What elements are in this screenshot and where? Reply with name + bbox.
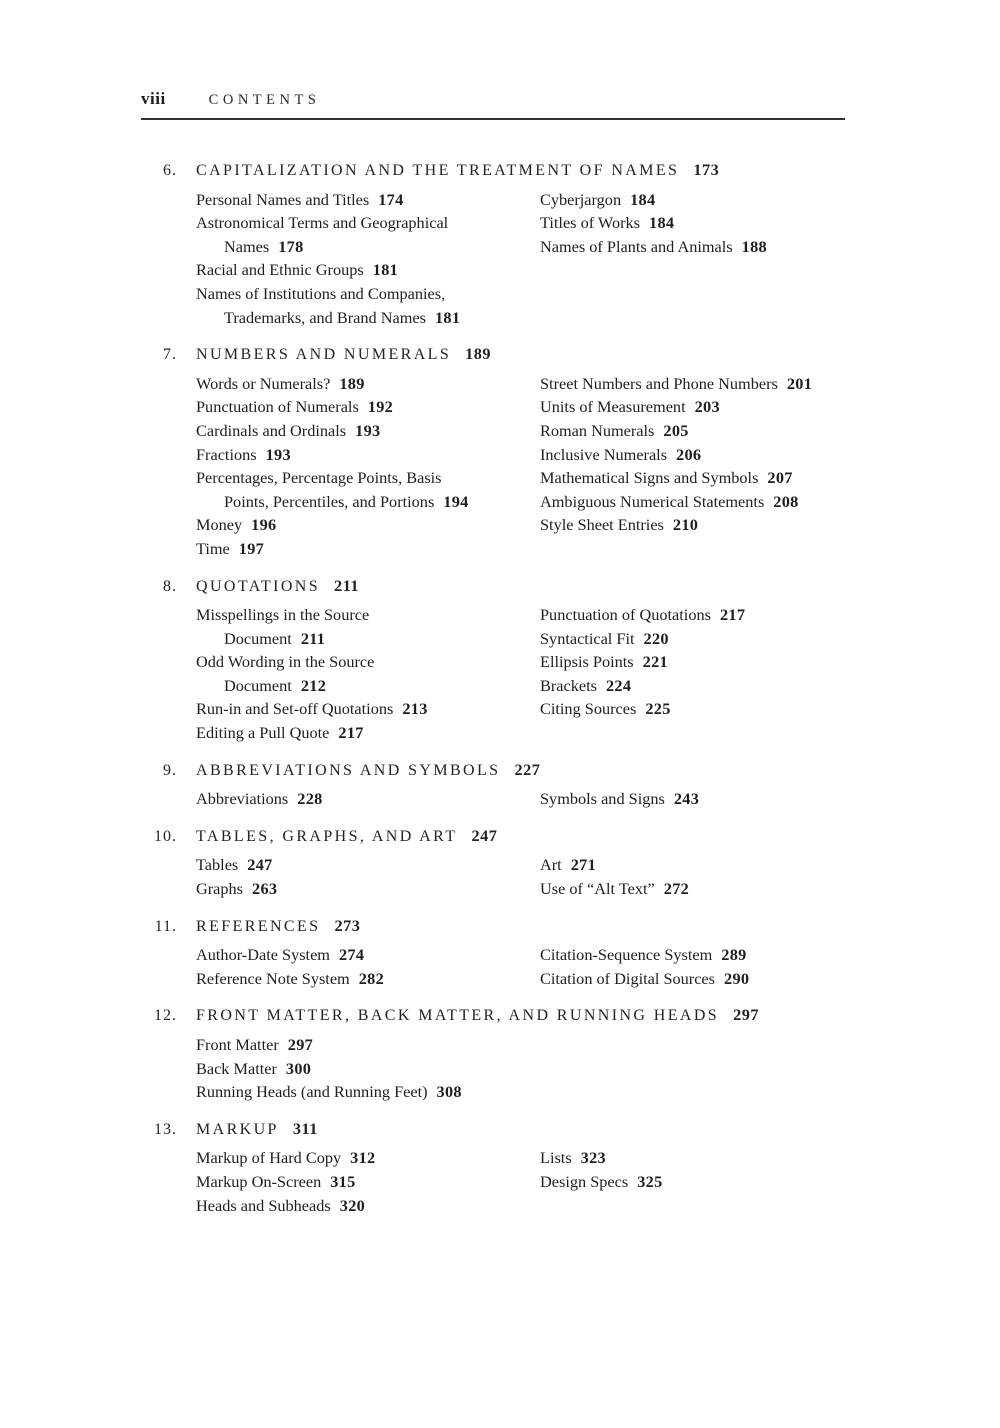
toc-entry <box>196 627 540 651</box>
toc-entry <box>196 419 540 443</box>
toc-section <box>141 824 847 901</box>
toc-entry-label: Trademarks, and Brand Names <box>224 307 426 327</box>
toc-entry-page: 189 <box>339 373 365 393</box>
toc-entry-page: 282 <box>358 968 385 988</box>
toc-column-left <box>196 943 540 990</box>
toc-entry-page: 290 <box>724 968 750 988</box>
toc-entry-page: 193 <box>265 444 291 464</box>
toc-entry-page: 320 <box>339 1195 366 1215</box>
toc-entry <box>540 674 847 698</box>
toc-entry-page: 210 <box>672 515 699 535</box>
toc-entry <box>196 1057 540 1081</box>
toc-entry-label: Names of Institutions and Companies, <box>196 283 446 303</box>
toc-columns <box>196 853 847 900</box>
toc-entry <box>540 627 847 651</box>
toc-section <box>141 1003 847 1103</box>
toc-entry <box>196 721 540 745</box>
toc-entry <box>196 443 540 467</box>
toc-entry-label: Graphs <box>196 879 244 899</box>
toc-entry <box>540 235 847 259</box>
section-page-number: 273 <box>334 915 361 935</box>
toc-entry-page: 221 <box>642 652 668 672</box>
toc-entry-page: 178 <box>278 236 304 256</box>
section-title: FRONT MATTER, BACK MATTER, AND RUNNING HEADS <box>196 1007 720 1025</box>
toc-entry-label: Names <box>224 236 270 256</box>
toc-entry-label: Odd Wording in the Source <box>196 652 375 672</box>
toc-entry <box>540 395 847 419</box>
toc-entry <box>196 372 540 396</box>
toc-entry-label: Punctuation of Quotations <box>540 605 711 625</box>
toc-entry-label: Roman Numerals <box>540 420 655 440</box>
toc-entry-label: Front Matter <box>196 1035 279 1054</box>
toc-entry-label: Astronomical Terms and Geographical <box>196 213 449 233</box>
toc-entry <box>540 853 847 877</box>
toc-entry <box>196 650 540 674</box>
toc-column-right <box>540 943 847 990</box>
toc-entry-page: 203 <box>694 397 720 417</box>
folio-page-number: viii <box>141 89 166 108</box>
toc-entry <box>196 787 540 811</box>
toc-column-right <box>540 1146 847 1217</box>
page-header <box>141 89 845 120</box>
toc-entry-label: Punctuation of Numerals <box>196 397 359 417</box>
section-page-number: 227 <box>514 759 541 779</box>
toc-entry-label: Street Numbers and Phone Numbers <box>540 373 778 393</box>
section-number: 6. <box>163 162 177 179</box>
toc-entry <box>196 1194 540 1218</box>
toc-entry-page: 243 <box>673 789 700 809</box>
toc-entry <box>196 282 540 306</box>
toc-entry <box>540 188 847 212</box>
section-title: ABBREVIATIONS AND SYMBOLS <box>196 761 501 779</box>
toc-entry-label: Symbols and Signs <box>540 789 665 809</box>
toc-entry-label: Names of Plants and Animals <box>540 236 733 256</box>
toc-entry <box>196 674 540 698</box>
toc-entry-label: Design Specs <box>540 1171 629 1191</box>
toc-entry <box>540 650 847 674</box>
section-number: 13. <box>154 1120 177 1138</box>
toc <box>141 158 847 1217</box>
toc-entry <box>196 697 540 721</box>
toc-entry <box>196 490 540 514</box>
toc-columns <box>196 943 847 990</box>
toc-entry-label: Cardinals and Ordinals <box>196 420 347 440</box>
toc-entry-label: Art <box>540 855 562 875</box>
section-heading <box>141 914 847 939</box>
toc-entry-label: Citation of Digital Sources <box>540 968 715 988</box>
toc-entry-label: Author-Date System <box>196 945 330 965</box>
toc-entry <box>196 235 540 259</box>
toc-entry <box>540 1170 847 1194</box>
section-heading <box>141 1117 847 1142</box>
toc-entry-label: Syntactical Fit <box>540 628 635 648</box>
toc-column-right <box>540 853 847 900</box>
toc-entry-page: 217 <box>719 605 746 625</box>
toc-entry-label: Ellipsis Points <box>540 652 634 672</box>
toc-entry <box>540 943 847 967</box>
toc-entry-label: Time <box>196 538 230 558</box>
toc-entry <box>196 1170 540 1194</box>
toc-entry-label: Cyberjargon <box>540 189 622 209</box>
toc-entry-label: Personal Names and Titles <box>196 189 370 209</box>
toc-entry-label: Mathematical Signs and Symbols <box>540 468 759 488</box>
toc-entry-label: Inclusive Numerals <box>540 444 668 464</box>
toc-entry-label: Heads and Subheads <box>196 1195 331 1215</box>
toc-section <box>141 158 847 329</box>
toc-section <box>141 342 847 560</box>
toc-entry-page: 228 <box>297 789 323 809</box>
toc-entry-page: 289 <box>721 945 747 965</box>
toc-entry-page: 297 <box>287 1035 314 1054</box>
toc-entry-label: Document <box>224 675 292 695</box>
toc-entry <box>540 466 847 490</box>
section-number: 11. <box>154 917 177 935</box>
toc-entry <box>196 1080 540 1104</box>
toc-entry <box>196 1033 540 1057</box>
toc-entry <box>540 697 847 721</box>
toc-entry-page: 212 <box>300 675 327 695</box>
toc-entry-page: 271 <box>570 855 597 875</box>
toc-entry-label: Racial and Ethnic Groups <box>196 260 364 280</box>
toc-entry-label: Back Matter <box>196 1058 277 1078</box>
toc-entry-label: Words or Numerals? <box>196 373 331 393</box>
section-title: TABLES, GRAPHS, AND ART <box>196 827 458 845</box>
toc-entry-label: Run-in and Set-off Quotations <box>196 699 394 719</box>
toc-entry <box>540 490 847 514</box>
section-heading <box>141 342 847 367</box>
toc-entry-page: 201 <box>786 373 813 393</box>
section-title: CAPITALIZATION AND THE TREATMENT OF NAMES <box>196 162 680 179</box>
toc-column-left <box>196 853 540 900</box>
toc-entry-page: 220 <box>643 628 669 648</box>
toc-entry-page: 193 <box>355 420 381 440</box>
toc-section <box>141 914 847 991</box>
toc-entry <box>196 306 540 330</box>
toc-entry-page: 206 <box>676 444 702 464</box>
toc-entry <box>196 877 540 901</box>
toc-entry-page: 224 <box>605 675 632 695</box>
toc-entry-page: 211 <box>300 628 326 648</box>
toc-columns <box>196 372 847 561</box>
section-title: MARKUP <box>196 1120 279 1138</box>
toc-entry-page: 174 <box>378 189 404 209</box>
toc-entry-page: 194 <box>443 491 469 511</box>
toc-entry-page: 308 <box>436 1082 462 1102</box>
section-page-number: 189 <box>465 344 492 364</box>
toc-entry <box>540 787 847 811</box>
toc-section <box>141 758 847 811</box>
section-page-number: 211 <box>334 575 360 595</box>
toc-entry-page: 213 <box>402 699 428 719</box>
toc-entry <box>196 258 540 282</box>
toc-entry-label: Style Sheet Entries <box>540 515 664 535</box>
toc-entry-page: 184 <box>649 213 675 233</box>
toc-entry <box>540 1146 847 1170</box>
toc-entry <box>540 513 847 537</box>
toc-entry <box>196 466 540 490</box>
toc-entry-label: Use of “Alt Text” <box>540 879 655 899</box>
section-heading <box>141 574 847 599</box>
toc-entry-label: Running Heads (and Running Feet) <box>196 1082 428 1102</box>
toc-entry-page: 196 <box>251 515 277 535</box>
toc-entry <box>196 943 540 967</box>
toc-entry-page: 207 <box>767 468 793 488</box>
toc-entry-page: 192 <box>367 397 394 417</box>
section-number: 12. <box>154 1007 177 1025</box>
toc-entry-label: Citation-Sequence System <box>540 945 713 965</box>
toc-entry-page: 263 <box>252 879 278 899</box>
toc-entry-label: Titles of Works <box>540 213 641 233</box>
toc-columns <box>196 787 847 811</box>
toc-entry <box>540 372 847 396</box>
toc-column-left <box>196 188 540 330</box>
section-title: REFERENCES <box>196 917 321 935</box>
toc-column-right <box>540 603 847 745</box>
toc-entry-page: 188 <box>741 236 767 256</box>
toc-entry-label: Percentages, Percentage Points, Basis <box>196 468 442 488</box>
toc-entry-label: Document <box>224 628 292 648</box>
toc-column-right <box>540 1033 847 1104</box>
toc-entry-label: Markup of Hard Copy <box>196 1148 342 1168</box>
toc-columns <box>196 1033 847 1104</box>
section-heading <box>141 1003 847 1028</box>
toc-entry-label: Ambiguous Numerical Statements <box>540 491 765 511</box>
toc-entry <box>540 419 847 443</box>
section-title: NUMBERS AND NUMERALS <box>196 346 452 364</box>
toc-entry-page: 274 <box>338 945 365 965</box>
section-page-number: 173 <box>693 160 720 179</box>
toc-entry-label: Misspellings in the Source <box>196 605 370 625</box>
toc-entry <box>540 211 847 235</box>
toc-entry <box>196 513 540 537</box>
toc-entry-page: 272 <box>663 879 690 899</box>
toc-entry <box>540 967 847 991</box>
toc-column-left <box>196 787 540 811</box>
toc-column-left <box>196 372 540 561</box>
section-number: 7. <box>163 346 177 364</box>
toc-columns <box>196 603 847 745</box>
toc-entry-label: Abbreviations <box>196 789 289 809</box>
toc-entry-label: Units of Measurement <box>540 397 686 417</box>
toc-entry-label: Tables <box>196 855 239 875</box>
toc-entry-label: Points, Percentiles, and Portions <box>224 491 435 511</box>
section-heading <box>141 758 847 783</box>
section-page-number: 297 <box>733 1005 760 1025</box>
toc-entry <box>540 877 847 901</box>
toc-column-left <box>196 603 540 745</box>
section-title: QUOTATIONS <box>196 577 321 595</box>
toc-entry-page: 325 <box>637 1171 663 1191</box>
toc-entry <box>196 188 540 212</box>
toc-entry-label: Citing Sources <box>540 699 637 719</box>
toc-entry <box>196 853 540 877</box>
toc-entry <box>540 443 847 467</box>
contents-running-head: CONTENTS <box>208 92 321 108</box>
section-heading <box>141 824 847 849</box>
section-page-number: 247 <box>471 825 498 845</box>
toc-section <box>141 574 847 745</box>
toc-entry-page: 184 <box>630 189 656 209</box>
toc-entry-page: 217 <box>338 723 364 743</box>
toc-entry-page: 312 <box>350 1148 376 1168</box>
toc-entry-label: Money <box>196 515 243 535</box>
toc-entry <box>196 967 540 991</box>
toc-entry-page: 181 <box>434 307 461 327</box>
section-number: 10. <box>154 827 177 845</box>
toc-entry-page: 247 <box>247 855 273 875</box>
section-heading <box>141 158 847 183</box>
toc-columns <box>196 1146 847 1217</box>
toc-entry-page: 315 <box>330 1171 356 1191</box>
section-page-number: 311 <box>292 1118 318 1138</box>
toc-entry-label: Brackets <box>540 675 597 695</box>
toc-column-right <box>540 372 847 561</box>
toc-entry <box>196 1146 540 1170</box>
section-number: 9. <box>163 761 177 779</box>
toc-entry-label: Editing a Pull Quote <box>196 723 330 743</box>
toc-entry-page: 205 <box>663 420 689 440</box>
toc-entry-page: 300 <box>285 1058 312 1078</box>
toc-entry <box>196 211 540 235</box>
toc-entry-page: 208 <box>773 491 799 511</box>
toc-entry-page: 323 <box>580 1148 606 1168</box>
toc-entry-page: 225 <box>645 699 671 719</box>
toc-column-right <box>540 188 847 330</box>
toc-entry-label: Reference Note System <box>196 968 350 988</box>
toc-entry-page: 181 <box>372 260 399 280</box>
toc-entry-label: Markup On-Screen <box>196 1171 322 1191</box>
toc-entry-label: Fractions <box>196 444 257 464</box>
toc-columns <box>196 188 847 330</box>
toc-entry <box>196 395 540 419</box>
toc-column-left <box>196 1033 540 1104</box>
toc-column-left <box>196 1146 540 1217</box>
toc-entry-label: Lists <box>540 1148 572 1168</box>
toc-entry <box>196 537 540 561</box>
toc-column-right <box>540 787 847 811</box>
toc-entry-page: 197 <box>238 538 265 558</box>
toc-section <box>141 1117 847 1217</box>
section-number: 8. <box>163 577 177 595</box>
toc-entry <box>196 603 540 627</box>
toc-entry <box>540 603 847 627</box>
